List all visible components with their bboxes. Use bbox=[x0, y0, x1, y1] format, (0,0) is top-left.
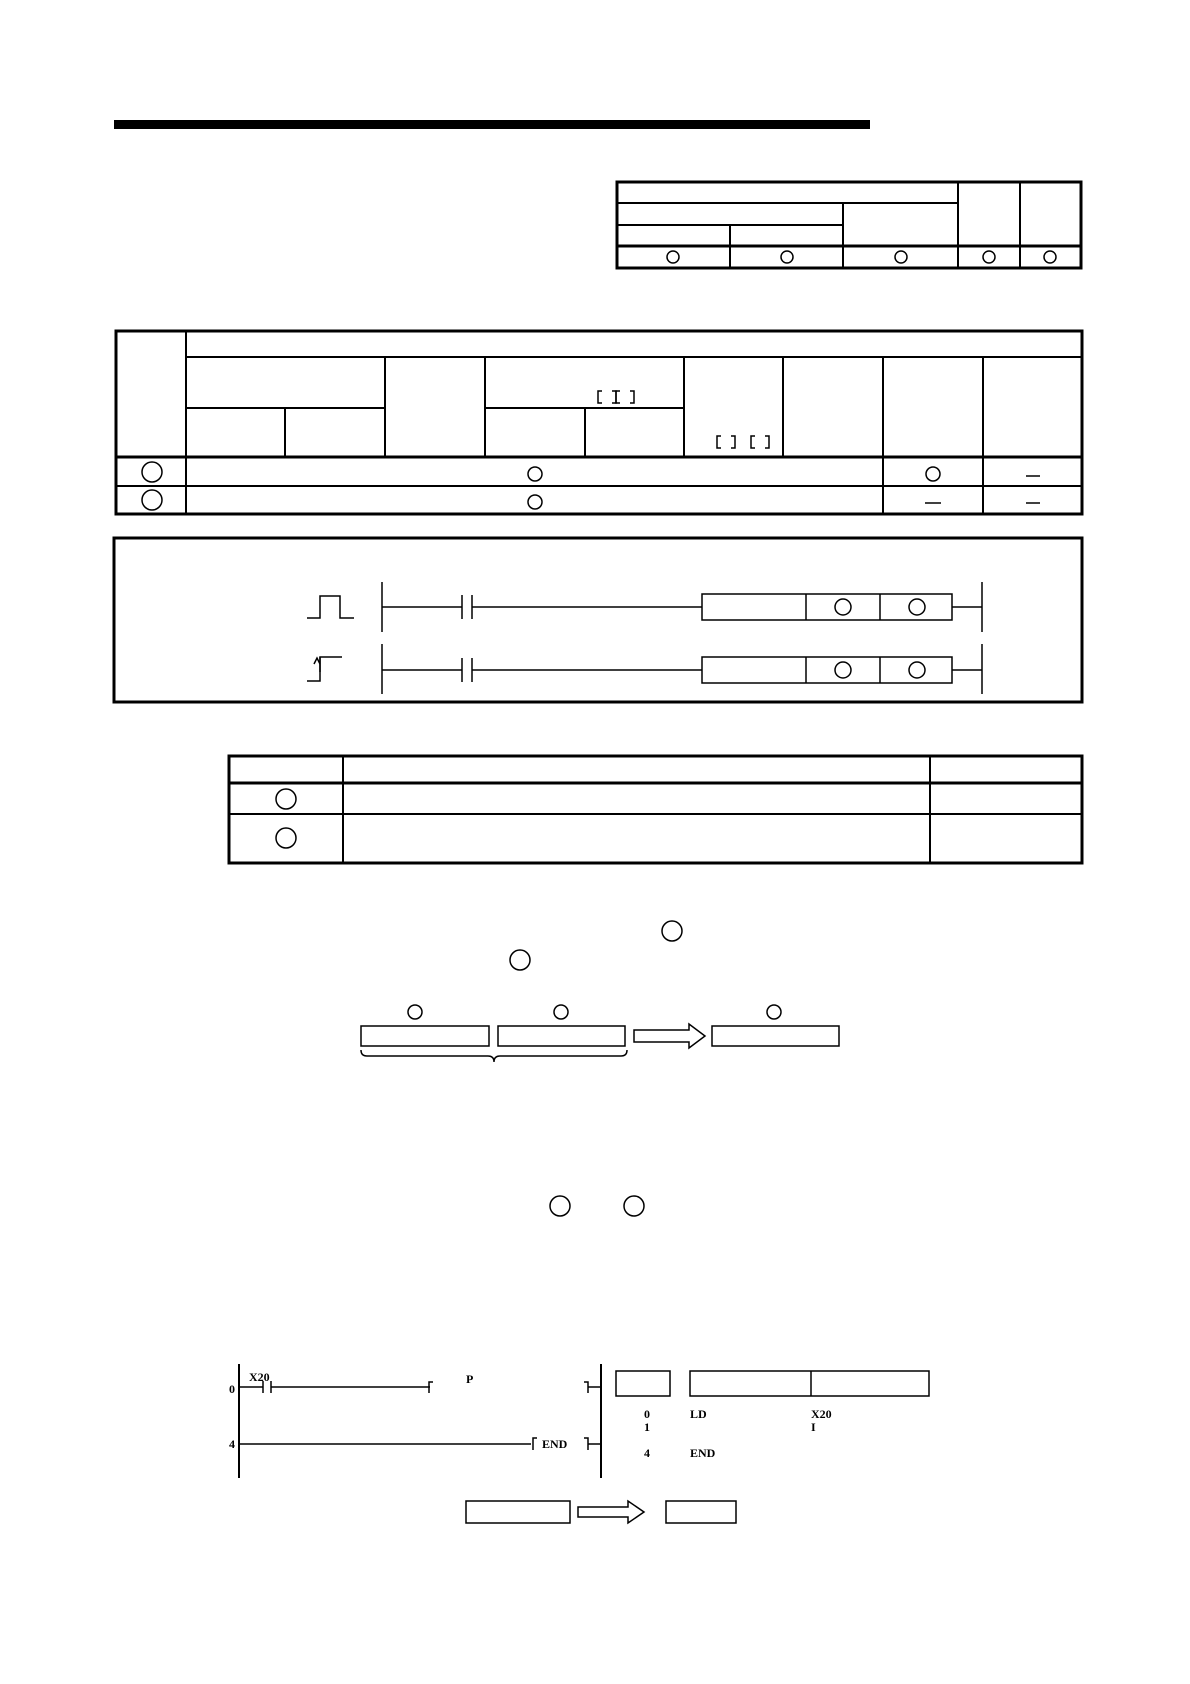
function-diagram bbox=[361, 1005, 839, 1062]
rising-edge-symbol bbox=[307, 657, 342, 681]
step-number-0: 0 bbox=[229, 1382, 235, 1396]
listing-device: I bbox=[811, 1420, 816, 1434]
setting-data-table bbox=[229, 756, 1082, 863]
listing-step: 4 bbox=[644, 1446, 650, 1460]
instruction-suffix: P bbox=[466, 1372, 474, 1386]
header-bar bbox=[114, 120, 870, 129]
applicable-cpu-table bbox=[617, 182, 1081, 268]
end-label: END bbox=[542, 1437, 568, 1451]
ladder-format-box bbox=[114, 538, 1082, 702]
listing-device: X20 bbox=[811, 1407, 832, 1421]
listing-instruction: END bbox=[690, 1446, 716, 1460]
listing-step: 1 bbox=[644, 1420, 650, 1434]
program-example-ladder bbox=[239, 1364, 929, 1523]
listing-instruction: LD bbox=[690, 1407, 707, 1421]
contact-label: X20 bbox=[249, 1370, 270, 1384]
function-reference-marks bbox=[510, 921, 682, 970]
listing-step: 0 bbox=[644, 1407, 650, 1421]
pulse-symbol bbox=[307, 596, 354, 618]
usable-devices-table bbox=[116, 331, 1082, 514]
error-reference-marks bbox=[550, 1196, 644, 1216]
step-number-4: 4 bbox=[229, 1437, 235, 1451]
program-listing bbox=[644, 1407, 832, 1460]
